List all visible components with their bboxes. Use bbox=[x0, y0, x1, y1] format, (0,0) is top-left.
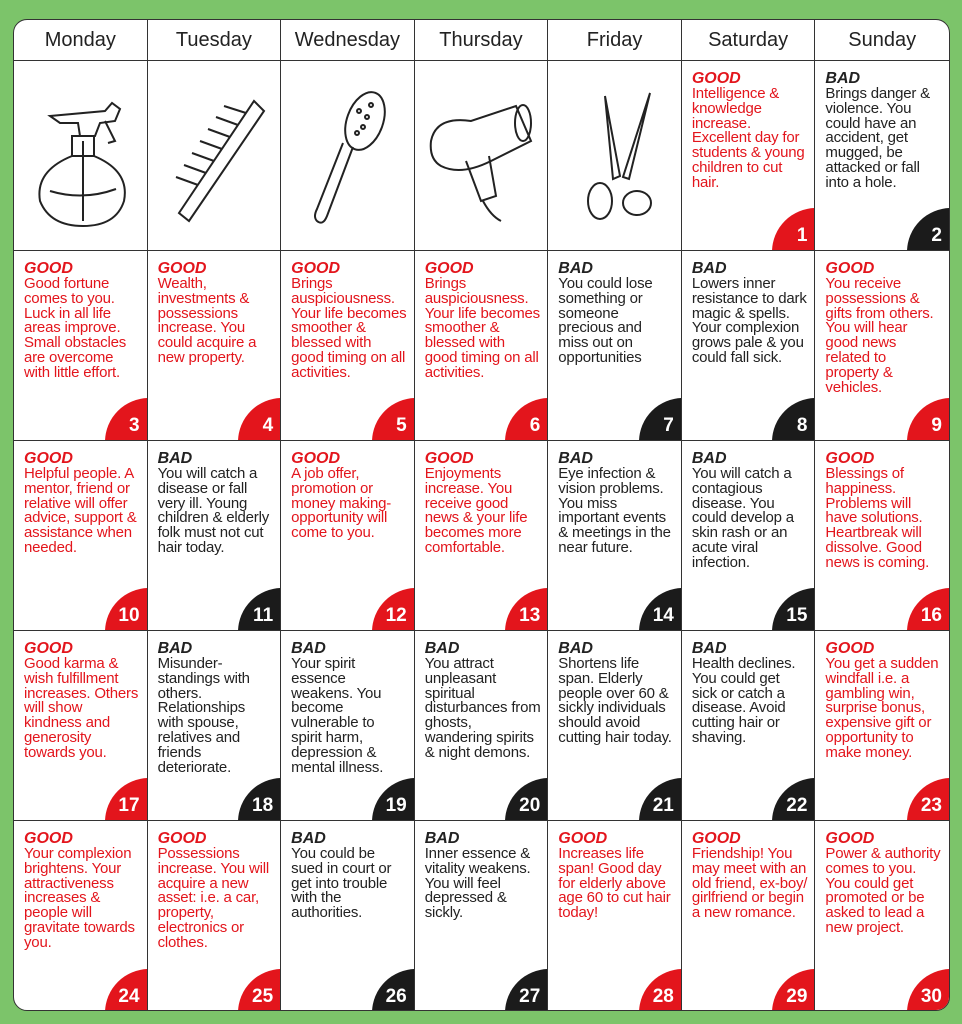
day-description: Brings auspiciousness. Your life becomes smoother & blessed with good timing on all activities. bbox=[424, 275, 540, 381]
day-number-badge: 18 bbox=[238, 778, 281, 821]
day-description: You could be sued in court or get into trouble with the authorities. bbox=[291, 845, 392, 922]
day-cell-16 bbox=[815, 441, 949, 631]
day-cell-4 bbox=[148, 251, 282, 441]
day-rating: BAD bbox=[424, 640, 460, 657]
day-cell-22 bbox=[682, 631, 816, 821]
day-rating: BAD bbox=[691, 260, 727, 277]
hair-dryer-cell bbox=[415, 61, 549, 251]
day-description: Lowers inner resistance to dark magic & spells. Your complexion grows pale & you could fall sick. bbox=[691, 275, 807, 366]
day-description: Your spirit essence weakens. You become vulnerable to spirit harm, depression & mental illness. bbox=[291, 655, 384, 776]
hairbrush-icon bbox=[287, 81, 407, 231]
day-rating: BAD bbox=[558, 450, 593, 467]
day-rating: BAD bbox=[424, 830, 460, 847]
day-cell-11 bbox=[148, 441, 282, 631]
day-description: Misunder-standings with others. Relationships with spouse, relatives and friends deteriorate. bbox=[157, 655, 250, 776]
day-cell-5 bbox=[281, 251, 415, 441]
day-number-badge: 8 bbox=[772, 398, 815, 441]
day-rating: BAD bbox=[825, 70, 861, 87]
day-description: Increases life span! Good day for elderly above age 60 to cut hair today! bbox=[558, 845, 671, 922]
day-cell-18 bbox=[148, 631, 282, 821]
day-description: You attract unpleasant spiritual disturbances from ghosts, wandering spirits & night demons. bbox=[424, 655, 541, 761]
day-number-badge: 4 bbox=[238, 398, 281, 441]
day-rating: GOOD bbox=[24, 830, 73, 847]
day-cell-28 bbox=[548, 821, 682, 1011]
day-cell-26 bbox=[281, 821, 415, 1011]
day-description: Friendship! You may meet with an old friend, ex-boy/ girlfriend or begin a new romance. bbox=[691, 845, 808, 922]
day-description: You will catch a disease or fall very ill. Young children & elderly folk must not cut hair today. bbox=[157, 465, 270, 556]
day-cell-9 bbox=[815, 251, 949, 441]
day-rating: GOOD bbox=[424, 450, 474, 467]
day-cell-3 bbox=[14, 251, 148, 441]
day-description: Eye infection & vision problems. You miss important events & meetings in the near future. bbox=[558, 465, 671, 556]
day-cell-23 bbox=[815, 631, 949, 821]
day-cell-10 bbox=[14, 441, 148, 631]
day-description: Inner essence & vitality weakens. You will feel depressed & sickly. bbox=[424, 845, 531, 922]
day-number-badge: 26 bbox=[372, 969, 415, 1011]
day-rating: GOOD bbox=[825, 450, 875, 467]
calendar-grid bbox=[14, 61, 949, 1011]
day-description: You could lose something or someone precious and miss out on opportunities bbox=[558, 275, 653, 366]
comb-cell bbox=[148, 61, 282, 251]
day-rating: GOOD bbox=[24, 450, 73, 467]
day-cell-1 bbox=[682, 61, 816, 251]
day-cell-2 bbox=[815, 61, 949, 251]
day-number-badge: 25 bbox=[238, 969, 281, 1011]
hair-dryer-icon bbox=[421, 81, 541, 231]
day-description: Blessings of happiness. Problems will have solutions. Heartbreak will dissolve. Good news is coming. bbox=[825, 465, 930, 571]
day-description: Helpful people. A mentor, friend or relative will offer advice, support & assistance when needed. bbox=[24, 465, 137, 556]
day-description: You receive possessions & gifts from others. You will hear good news related to property & vehicles. bbox=[825, 275, 934, 396]
day-rating: GOOD bbox=[157, 260, 207, 277]
day-rating: GOOD bbox=[424, 260, 474, 277]
day-cell-14 bbox=[548, 441, 682, 631]
day-cell-20 bbox=[415, 631, 549, 821]
day-description: Brings auspiciousness. Your life becomes smoother & blessed with good timing on all activities. bbox=[291, 275, 407, 381]
day-number-badge: 30 bbox=[907, 969, 949, 1011]
day-header-tuesday: Tuesday bbox=[148, 20, 282, 60]
day-header-friday: Friday bbox=[548, 20, 682, 60]
day-description: Health declines. You could get sick or catch a disease. Avoid cutting hair or shaving. bbox=[691, 655, 796, 746]
day-description: A job offer, promotion or money making-opportunity will come to you. bbox=[291, 465, 392, 542]
spray-bottle-cell bbox=[14, 61, 148, 251]
day-header-wednesday: Wednesday bbox=[281, 20, 415, 60]
day-cell-7 bbox=[548, 251, 682, 441]
day-description: Power & authority comes to you. You could get promoted or be asked to lead a new project. bbox=[825, 845, 941, 936]
scissors-cell bbox=[548, 61, 682, 251]
day-header-sunday: Sunday bbox=[848, 28, 917, 51]
day-number-badge: 9 bbox=[907, 398, 949, 441]
day-number-badge: 12 bbox=[372, 588, 415, 631]
day-number-badge: 29 bbox=[772, 969, 815, 1011]
day-description: Intelligence & knowledge increase. Excellent day for students & young children to cut hair. bbox=[691, 85, 805, 191]
day-cell-29 bbox=[682, 821, 816, 1011]
day-rating: GOOD bbox=[291, 450, 341, 467]
scissors-icon bbox=[555, 81, 675, 231]
day-number-badge: 7 bbox=[639, 398, 682, 441]
day-cell-6 bbox=[415, 251, 549, 441]
day-rating: BAD bbox=[157, 640, 193, 657]
day-header-thursday: Thursday bbox=[415, 20, 549, 60]
weekday-header bbox=[14, 20, 949, 61]
day-description: Possessions increase. You will acquire a new asset: i.e. a car, property, electronics or clothes. bbox=[157, 845, 270, 951]
day-number-badge: 2 bbox=[907, 208, 949, 251]
day-number-badge: 23 bbox=[907, 778, 949, 821]
day-cell-21 bbox=[548, 631, 682, 821]
day-header-saturday: Saturday bbox=[682, 20, 816, 60]
day-rating: BAD bbox=[691, 640, 727, 657]
day-number-badge: 3 bbox=[105, 398, 148, 441]
day-number-badge: 14 bbox=[639, 588, 682, 631]
day-description: You will catch a contagious disease. You could develop a skin rash or an acute viral infection. bbox=[691, 465, 794, 571]
day-description: Shortens life span. Elderly people over 60 & sickly individuals should avoid cutting hair today. bbox=[558, 655, 672, 746]
day-number-badge: 6 bbox=[505, 398, 548, 441]
day-rating: BAD bbox=[558, 260, 593, 277]
day-number-badge: 16 bbox=[907, 588, 949, 631]
day-rating: GOOD bbox=[24, 260, 73, 277]
day-number-badge: 20 bbox=[505, 778, 548, 821]
day-number-badge: 24 bbox=[105, 969, 148, 1011]
day-rating: GOOD bbox=[157, 830, 207, 847]
day-rating: BAD bbox=[558, 640, 593, 657]
day-description: You get a sudden windfall i.e. a gambling win, surprise bonus, expensive gift or opportunity to make money. bbox=[825, 655, 939, 761]
comb-icon bbox=[154, 81, 274, 231]
day-number-badge: 1 bbox=[772, 208, 815, 251]
day-description: Your complexion brightens. Your attractiveness increases & people will gravitate towards you. bbox=[24, 845, 135, 951]
day-number-badge: 19 bbox=[372, 778, 415, 821]
hair-cutting-calendar bbox=[13, 19, 950, 1011]
day-number-badge: 22 bbox=[772, 778, 815, 821]
day-rating: GOOD bbox=[825, 830, 875, 847]
hairbrush-cell bbox=[281, 61, 415, 251]
day-rating: BAD bbox=[291, 830, 326, 847]
day-description: Wealth, investments & possessions increase. You could acquire a new property. bbox=[157, 275, 257, 366]
day-rating: BAD bbox=[157, 450, 193, 467]
day-number-badge: 10 bbox=[105, 588, 148, 631]
day-rating: GOOD bbox=[691, 70, 741, 87]
day-description: Enjoyments increase. You receive good news & your life becomes more comfortable. bbox=[424, 465, 528, 556]
spray-bottle-icon bbox=[20, 81, 140, 231]
day-cell-12 bbox=[281, 441, 415, 631]
day-cell-25 bbox=[148, 821, 282, 1011]
day-cell-13 bbox=[415, 441, 549, 631]
day-number-badge: 17 bbox=[105, 778, 148, 821]
day-description: Good fortune comes to you. Luck in all life areas improve. Small obstacles are overcome with little effort. bbox=[24, 275, 127, 381]
day-rating: GOOD bbox=[825, 640, 875, 657]
day-number-badge: 15 bbox=[772, 588, 815, 631]
day-rating: GOOD bbox=[691, 830, 741, 847]
day-rating: GOOD bbox=[825, 260, 875, 277]
day-rating: GOOD bbox=[558, 830, 608, 847]
day-cell-19 bbox=[281, 631, 415, 821]
day-number-badge: 5 bbox=[372, 398, 415, 441]
day-number-badge: 21 bbox=[639, 778, 682, 821]
day-cell-8 bbox=[682, 251, 816, 441]
day-header-monday: Monday bbox=[14, 20, 148, 60]
day-number-badge: 28 bbox=[639, 969, 682, 1011]
day-number-badge: 13 bbox=[505, 588, 548, 631]
day-cell-30 bbox=[815, 821, 949, 1011]
day-number-badge: 27 bbox=[505, 969, 548, 1011]
day-rating: BAD bbox=[691, 450, 727, 467]
day-description: Good karma & wish fulfillment increases. Others will show kindness and generosity towards you. bbox=[24, 655, 139, 761]
day-cell-24 bbox=[14, 821, 148, 1011]
day-description: Brings danger & violence. You could have an accident, get mugged, be attacked or fall into a hole. bbox=[825, 85, 930, 191]
day-rating: GOOD bbox=[24, 640, 73, 657]
day-cell-17 bbox=[14, 631, 148, 821]
day-rating: BAD bbox=[291, 640, 326, 657]
day-cell-15 bbox=[682, 441, 816, 631]
day-number-badge: 11 bbox=[238, 588, 281, 631]
day-rating: GOOD bbox=[291, 260, 341, 277]
day-cell-27 bbox=[415, 821, 549, 1011]
